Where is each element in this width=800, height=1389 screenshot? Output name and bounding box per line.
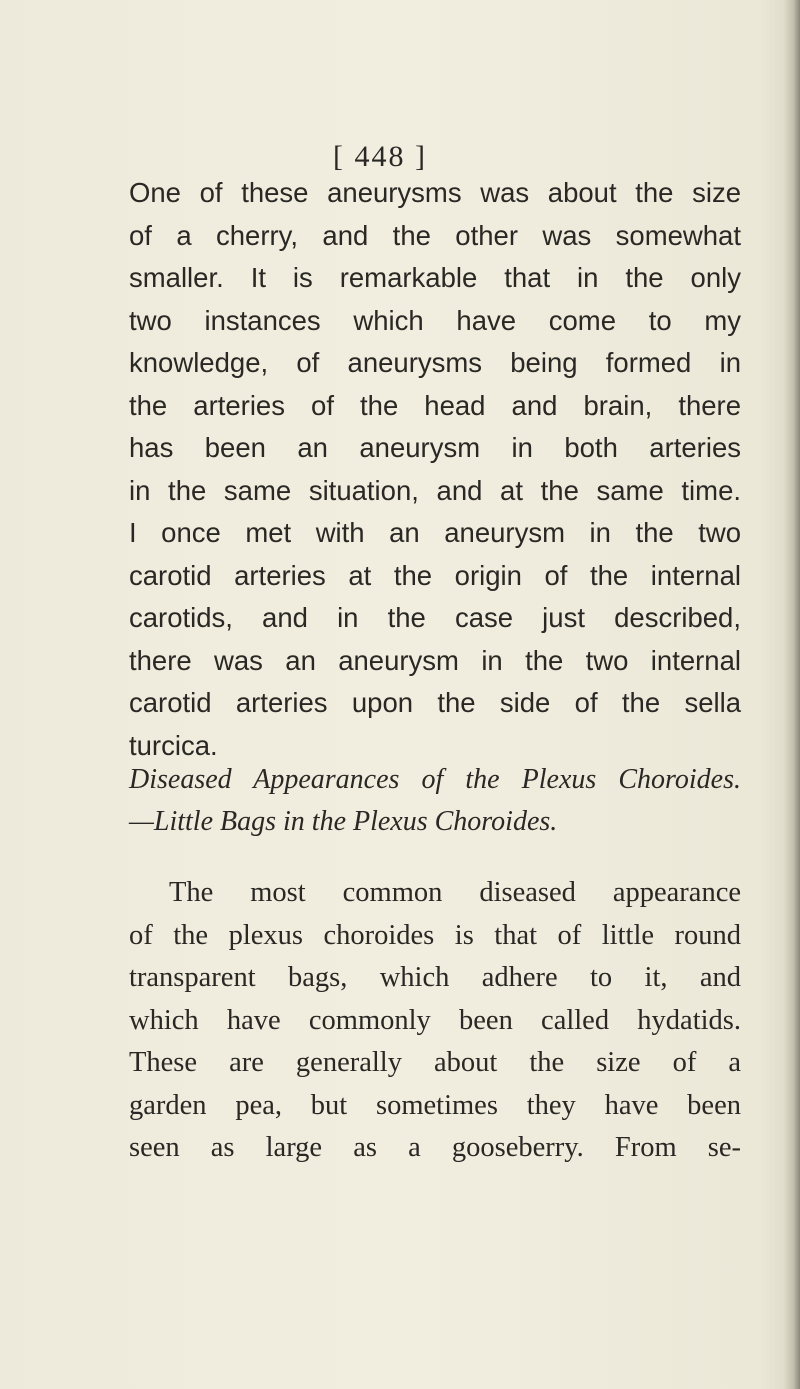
page-number: [ 448 ] bbox=[333, 140, 427, 173]
text-line: These are generally about the size of a bbox=[129, 1047, 741, 1078]
text-line: transparent bags, which adhere to it, and bbox=[129, 962, 741, 993]
text-line: there was an aneurysm in the two internal bbox=[129, 644, 741, 676]
paragraph-plexus bbox=[129, 872, 741, 1170]
text-line: carotid arteries upon the side of the sella bbox=[129, 687, 741, 718]
text-line: two instances which have come to my bbox=[129, 304, 741, 336]
section-heading-line2: —Little Bags in the Plexus Choroides. bbox=[129, 806, 558, 837]
text-line: garden pea, but sometimes they have been bbox=[129, 1089, 741, 1121]
text-line: carotids, and in the case just described, bbox=[129, 602, 741, 633]
text-line: I once met with an aneurysm in the two bbox=[129, 517, 741, 548]
section-heading bbox=[129, 759, 741, 843]
section-heading-line1: Diseased Appearances of the Plexus Choroides. bbox=[129, 764, 741, 795]
text-line: has been an aneurysm in both arteries bbox=[129, 432, 741, 463]
text-line: The most common diseased appearance bbox=[169, 877, 741, 908]
text-line: the arteries of the head and brain, there bbox=[129, 389, 741, 421]
text-line: which have commonly been called hydatids. bbox=[129, 1004, 741, 1036]
text-line: knowledge, of aneurysms being formed in bbox=[129, 347, 741, 378]
text-line: turcica. bbox=[129, 729, 218, 761]
paragraph-aneurysms bbox=[129, 172, 741, 767]
text-line: of the plexus choroides is that of little round bbox=[129, 919, 741, 951]
text-line: One of these aneurysms was about the size bbox=[129, 177, 741, 208]
text-line: smaller. It is remarkable that in the only bbox=[129, 262, 741, 293]
text-line: of a cherry, and the other was somewhat bbox=[129, 219, 741, 251]
text-line: seen as large as a gooseberry. From se- bbox=[129, 1132, 741, 1163]
page-edge-shadow bbox=[784, 0, 800, 1389]
text-line: carotid arteries at the origin of the internal bbox=[129, 559, 741, 591]
text-line: in the same situation, and at the same time. bbox=[129, 474, 741, 506]
